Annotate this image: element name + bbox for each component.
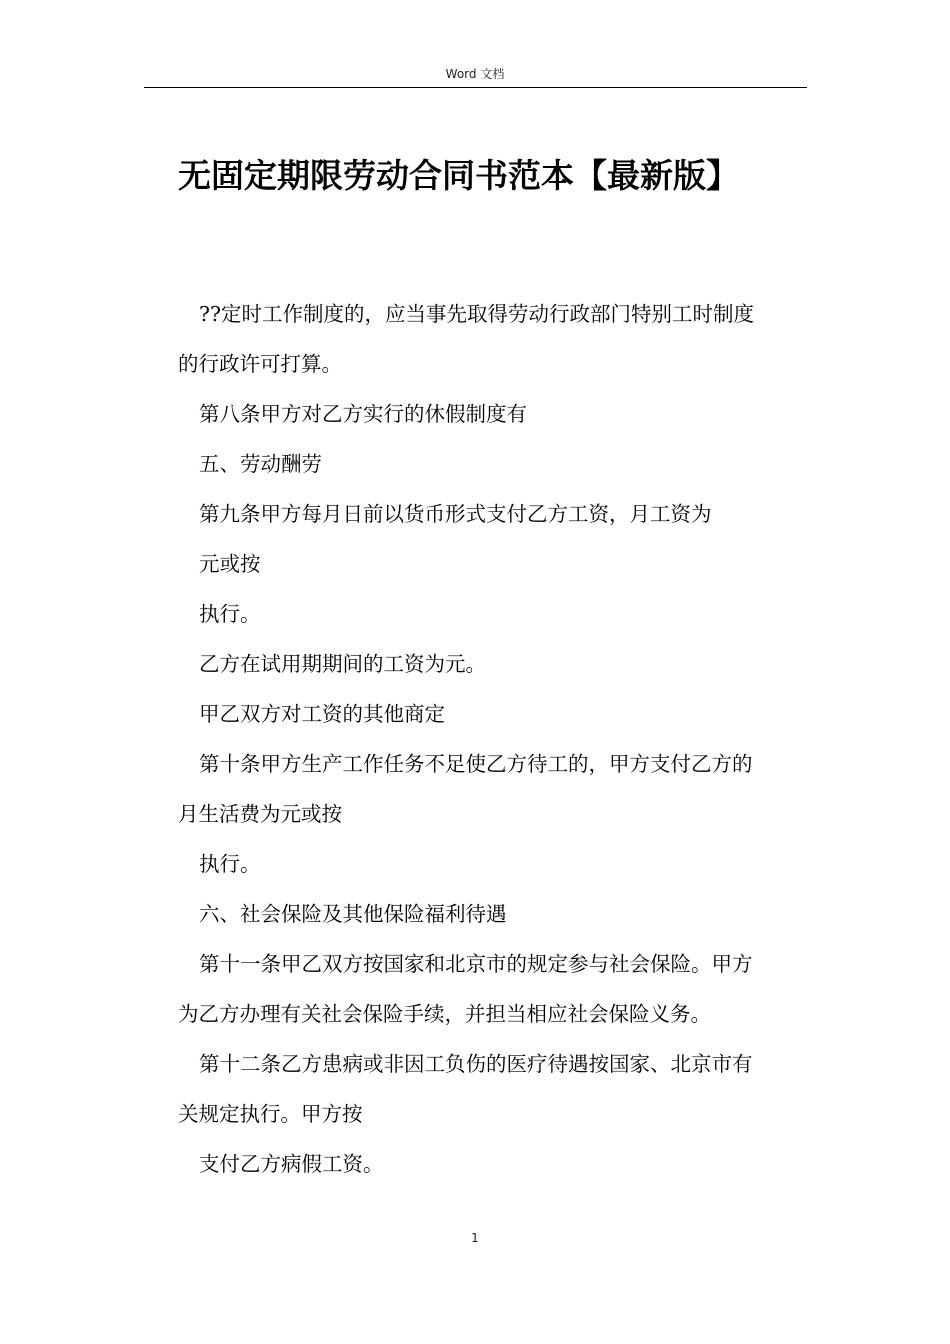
page-header-label: Word 文档 — [445, 67, 505, 81]
body-line: 第十一条甲乙双方按国家和北京市的规定参与社会保险。甲方 — [199, 952, 753, 976]
page-number: 1 — [471, 1231, 479, 1245]
section-heading: 五、劳动酬劳 — [199, 452, 322, 476]
document-body — [178, 289, 802, 1189]
header-divider — [144, 87, 807, 88]
body-line: 执行。 — [199, 602, 261, 626]
body-line: 元或按 — [199, 552, 261, 576]
body-line: 关规定执行。甲方按 — [178, 1102, 363, 1126]
body-line: 为乙方办理有关社会保险手续，并担当相应社会保险义务。 — [178, 1002, 711, 1026]
body-line: ??定时工作制度的，应当事先取得劳动行政部门特别工时制度 — [199, 302, 754, 326]
body-line: 支付乙方病假工资。 — [199, 1152, 384, 1176]
body-line: 第九条甲方每月日前以货币形式支付乙方工资，月工资为 — [199, 502, 712, 526]
body-line: 月生活费为元或按 — [178, 802, 342, 826]
body-line: 乙方在试用期期间的工资为元。 — [199, 652, 486, 676]
body-line: 第十二条乙方患病或非因工负伤的医疗待遇按国家、北京市有 — [199, 1052, 753, 1076]
body-line: 第十条甲方生产工作任务不足使乙方待工的，甲方支付乙方的 — [199, 752, 753, 776]
document-title: 无固定期限劳动合同书范本【最新版】 — [178, 156, 739, 195]
body-line: 的行政许可打算。 — [178, 352, 342, 376]
section-heading: 六、社会保险及其他保险福利待遇 — [199, 902, 507, 926]
body-line: 执行。 — [199, 852, 261, 876]
body-line: 第八条甲方对乙方实行的休假制度有 — [199, 402, 527, 426]
body-line: 甲乙双方对工资的其他商定 — [199, 702, 445, 726]
